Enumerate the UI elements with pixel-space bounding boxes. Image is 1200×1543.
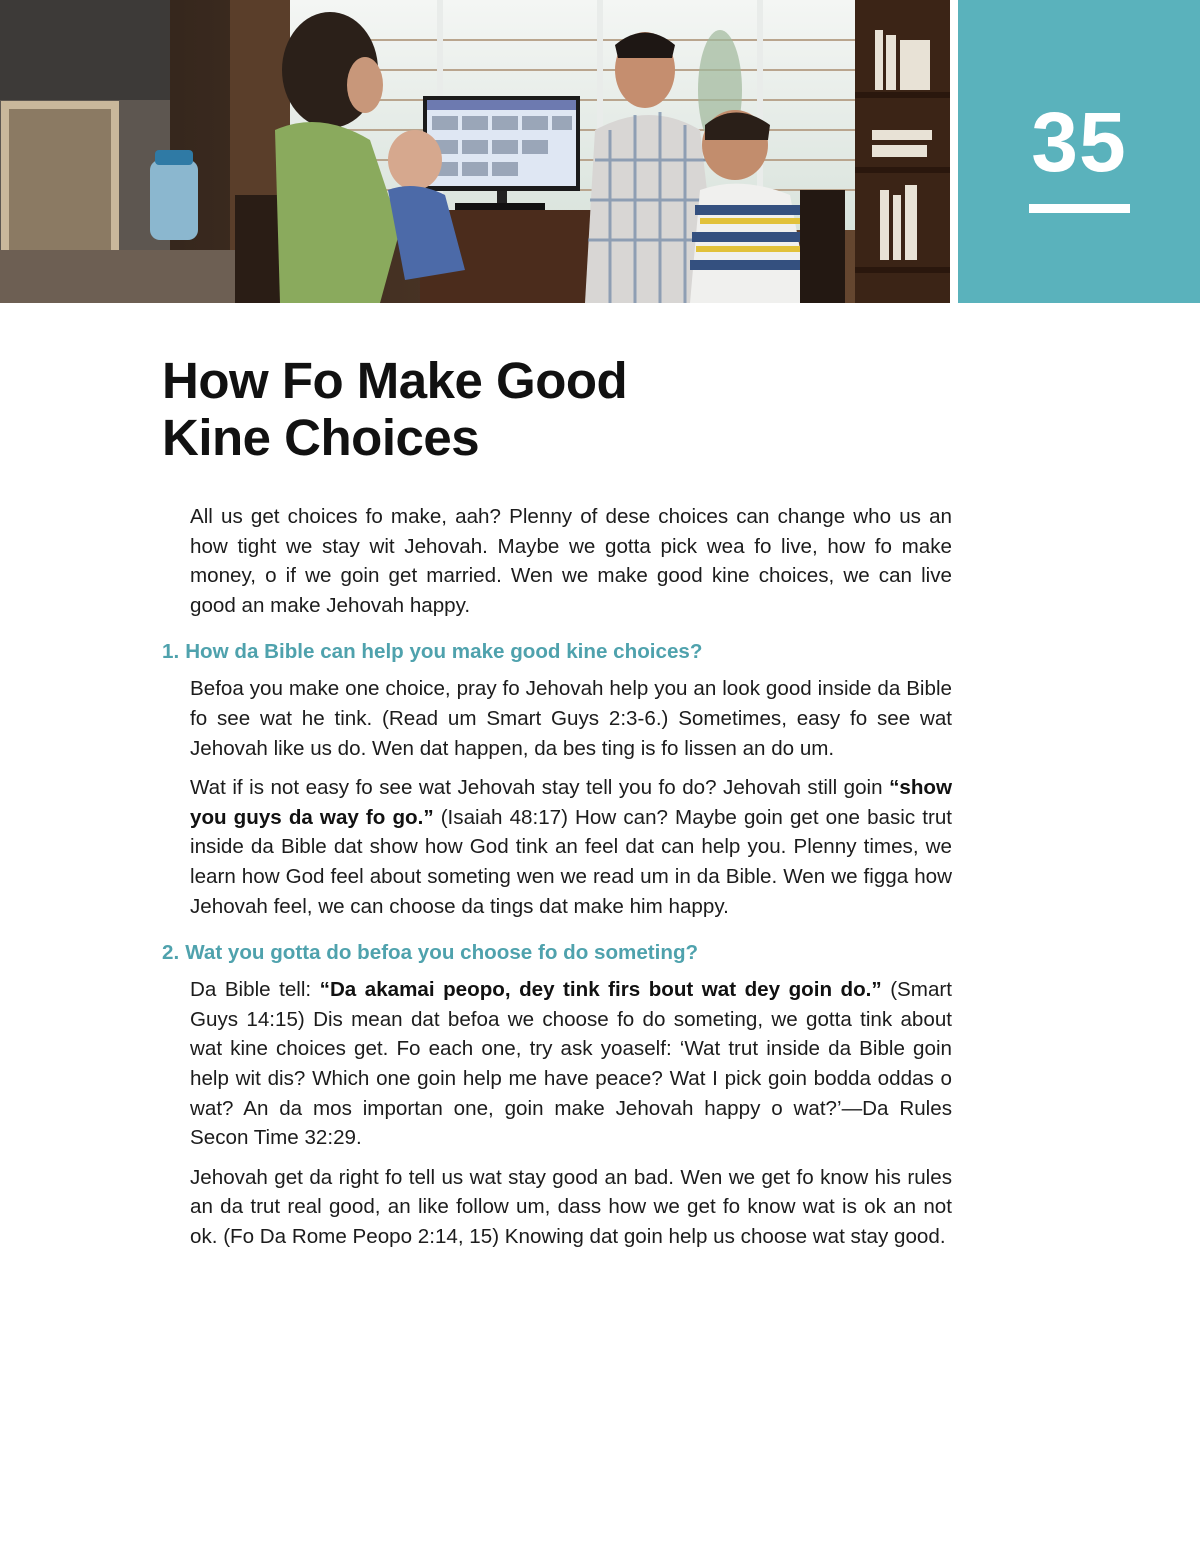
lesson-number-underline <box>1029 204 1130 213</box>
section-1-heading-text: How da Bible can help you make good kine choices? <box>185 640 703 664</box>
section-1-heading <box>162 638 952 666</box>
hero-photo <box>0 0 950 303</box>
page-title-line2: Kine Choices <box>162 409 480 466</box>
section-1-p2-text-b: (Isaiah 48:17) How can? Maybe goin get one basic trut inside da Bible dat show how God tink an feel dat can help you. Plenny times, we learn how God feel about someting wen we read um in da Bible. Wen we figga how Jehovah feel, we can choose da tings dat make him happy. <box>190 805 952 918</box>
section-2-p1-text-a: Da Bible tell: <box>190 978 320 1002</box>
section-2-p1-text-b: (Smart Guys 14:15) Dis mean dat befoa we choose fo do someting, we gotta tink about wat kine choices get. Fo each one, try ask yoaself: ‘Wat trut inside da Bible goin help wit dis? Which one goin help me have peace? Wat I pick goin bodda oddas o wat? An da mos importan one, goin make Jehovah happy o wat?’—Da Rules Secon Time 32:29. <box>190 978 952 1150</box>
page-title-line1: How Fo Make Good <box>162 352 628 409</box>
section-2-paragraph-1 <box>190 975 952 1153</box>
section-1-p2-quote: “show you guys da way fo go.” <box>190 776 952 829</box>
section-2-paragraph-2: Jehovah get da right fo tell us wat stay good an bad. Wen we get fo know his rules an da trut real good, an like follow um, dass how we get fo know wat is ok an not ok. (Fo Da Rome Peopo 2:14, 15) Knowing dat goin help us choose wat stay good. <box>190 1165 952 1248</box>
section-1-p2-text-a: Wat if is not easy fo see wat Jehovah stay tell you fo do? Jehovah still goin <box>190 776 890 800</box>
section-1-number: 1. <box>162 640 180 664</box>
intro-paragraph: All us get choices fo make, aah? Plenny of dese choices can change who us an how tight we stay wit Jehovah. Maybe we gotta pick wea fo live, how fo make money, o if we goin get married. Wen we make good kine choices, we can live good an make Jehovah happy. <box>190 505 952 617</box>
lesson-number: 35 <box>1031 95 1127 189</box>
family-at-computer-illustration <box>0 0 950 303</box>
section-2-heading-text: Wat you gotta do befoa you choose fo do someting? <box>185 941 699 965</box>
section-2-p1-quote: “Da akamai peopo, dey tink firs bout wat dey goin do.” <box>319 978 882 1002</box>
section-1-paragraph-1: Befoa you make one choice, pray fo Jehovah help you an look good inside da Bible fo see wat he tink. (Read um Smart Guys 2:3-6.) Sometimes, easy fo see wat Jehovah like us do. Wen dat happen, da bes ting is fo lissen an do um. <box>190 677 952 760</box>
section-2-number: 2. <box>162 941 180 965</box>
section-2-heading <box>162 939 952 967</box>
page-title <box>162 352 862 466</box>
section-1-paragraph-2 <box>190 773 952 921</box>
lesson-content <box>162 502 952 1261</box>
lesson-number-tab <box>958 0 1200 303</box>
